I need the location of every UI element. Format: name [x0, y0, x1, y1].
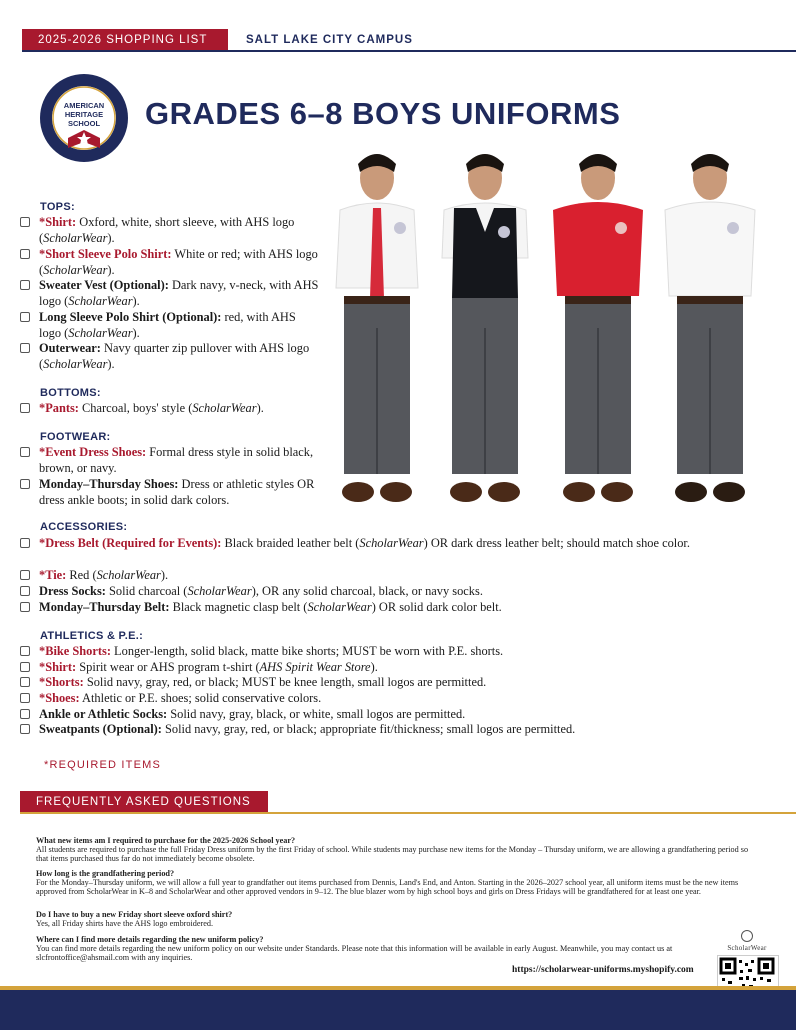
- item-tail: ).: [370, 660, 378, 674]
- item-text: Solid navy, gray, red, or black; appropriate fit/thickness; small logos are permitted.: [161, 722, 576, 736]
- item-label: *Bike Shorts:: [39, 644, 111, 658]
- checklist-item: [20, 401, 320, 417]
- item-label: Monday–Thursday Belt:: [39, 600, 170, 614]
- checkbox[interactable]: [20, 538, 30, 548]
- checkbox[interactable]: [20, 602, 30, 612]
- checklist-item: [20, 536, 765, 552]
- item-brand: ScholarWear: [68, 293, 133, 308]
- item-text: Solid navy, gray, black, or white, small logos are permitted.: [167, 707, 466, 721]
- scholarwear-logo: [722, 930, 772, 952]
- section-heading-tops: TOPS:: [40, 201, 75, 213]
- checkbox[interactable]: [20, 447, 30, 457]
- checklist-item: [20, 600, 765, 616]
- checklist-item: [20, 568, 765, 584]
- faq-question: How long is the grandfathering period?: [36, 869, 175, 878]
- logo-name-line-1: AMERICAN: [63, 101, 105, 110]
- item-text: Oxford, white, short sleeve, with AHS logo (: [39, 215, 295, 245]
- item-tail: ).: [107, 262, 115, 277]
- checklist-item: [20, 477, 320, 508]
- item-label: *Event Dress Shoes:: [39, 445, 147, 459]
- item-tail: ).: [132, 325, 140, 340]
- item-tail: ).: [160, 568, 169, 582]
- header-rule: [22, 50, 796, 52]
- item-text: Navy quarter zip pullover with AHS logo (: [39, 341, 310, 371]
- faq-answer: For the Monday–Thursday uniform, we will allow a full year to grandfather out items purchased from Dennis, Land's End, and Anton. Starting in the 2026–2027 school year, all uniform items must be the new items approved from ScholarWear in K–8 and ScholarWear and other approved vendors in 9–12. The blue blazer worn by high school boys and girls on Dress Fridays will be grandfathered for at least one year.: [36, 878, 739, 896]
- item-brand: ScholarWear: [359, 536, 424, 550]
- checkbox[interactable]: [20, 646, 30, 656]
- item-text: Formal dress style in solid black, brown, or navy.: [39, 445, 314, 475]
- item-label: Sweatpants (Optional):: [39, 722, 162, 736]
- checklist-item: [20, 310, 320, 341]
- logo-name-line-2: HERITAGE: [64, 110, 104, 119]
- faq-answer: All students are required to purchase the full Friday Dress uniform by the first Friday of school. While students may purchase new items for the Monday – Thursday uniform, we are allowing a grandfathering period so that items purchased thus far do not immediately become obsolete.: [36, 845, 749, 863]
- checkbox[interactable]: [20, 693, 30, 703]
- item-label: Long Sleeve Polo Shirt (Optional):: [39, 310, 222, 324]
- footer-band: [0, 990, 796, 1030]
- checkbox[interactable]: [20, 586, 30, 596]
- item-label: *Shoes:: [39, 691, 80, 705]
- item-label: *Shorts:: [39, 675, 84, 689]
- campus-label: SALT LAKE CITY CAMPUS: [246, 34, 413, 46]
- item-brand: AHS Spirit Wear Store: [259, 660, 371, 674]
- checklist-item: [20, 278, 320, 309]
- item-label: Ankle or Athletic Socks:: [39, 707, 168, 721]
- section-heading-athletics: ATHLETICS & P.E.:: [40, 630, 144, 642]
- item-text: Black braided leather belt (: [221, 536, 360, 550]
- item-brand: ScholarWear: [192, 401, 257, 415]
- section-heading-footwear: FOOTWEAR:: [40, 431, 111, 443]
- checkbox[interactable]: [20, 280, 30, 290]
- shopping-list-tab: 2025-2026 SHOPPING LIST: [22, 29, 228, 51]
- scholarwear-logo-text: ScholarWear: [727, 944, 767, 952]
- faq-question: What new items am I required to purchase for the 2025-2026 School year?: [36, 836, 296, 845]
- page-title: GRADES 6–8 BOYS UNIFORMS: [145, 96, 621, 131]
- item-tail: ) OR dark dress leather belt; should match shoe color.: [423, 536, 690, 550]
- checkbox[interactable]: [20, 249, 30, 259]
- item-text: Dress or athletic styles OR dress ankle boots; in solid dark colors.: [39, 477, 315, 507]
- model-oxford-tie: [322, 148, 432, 518]
- model-sweater-vest: [430, 148, 540, 518]
- item-brand: ScholarWear: [187, 584, 252, 598]
- item-tail: ).: [256, 401, 264, 415]
- item-text: Athletic or P.E. shoes; solid conservative colors.: [79, 691, 322, 705]
- faq-item: [36, 935, 706, 962]
- faq-item: [36, 869, 761, 896]
- crest-icon: [741, 930, 753, 942]
- item-text: Spirit wear or AHS program t-shirt (: [76, 660, 260, 674]
- checklist-item: [20, 247, 320, 278]
- faq-answer: Yes, all Friday shirts have the AHS logo embroidered.: [36, 919, 213, 928]
- checkbox[interactable]: [20, 217, 30, 227]
- item-text: Black magnetic clasp belt (: [169, 600, 308, 614]
- item-label: *Tie:: [39, 568, 67, 582]
- section-heading-bottoms: BOTTOMS:: [40, 387, 101, 399]
- checklist-item: [20, 644, 765, 660]
- item-brand: ScholarWear: [96, 568, 161, 582]
- checklist-item: [20, 660, 765, 676]
- faq-item: [36, 910, 761, 928]
- item-label: *Shirt:: [39, 215, 77, 229]
- item-brand: ScholarWear: [68, 325, 133, 340]
- item-text: Solid navy, gray, red, or black; MUST be knee length, small logos are permitted.: [83, 675, 487, 689]
- faq-question: Do I have to buy a new Friday short sleeve oxford shirt?: [36, 910, 233, 919]
- checklist-item: [20, 584, 765, 600]
- item-text: Longer-length, solid black, matte bike shorts; MUST be worn with P.E. shorts.: [110, 644, 504, 658]
- vendor-url-link[interactable]: https://scholarwear-uniforms.myshopify.com: [512, 965, 694, 975]
- item-text: Dark navy, v-neck, with AHS logo (: [39, 278, 319, 308]
- checkbox[interactable]: [20, 570, 30, 580]
- checklist-item: [20, 341, 320, 372]
- item-tail: ).: [107, 356, 115, 371]
- model-red-polo: [543, 148, 653, 518]
- model-white-polo: [655, 148, 765, 518]
- checklist-item: [20, 707, 765, 723]
- checklist-item: [20, 675, 765, 691]
- item-label: Outerwear:: [39, 341, 101, 355]
- item-label: Dress Socks:: [39, 584, 106, 598]
- item-brand: ScholarWear: [43, 230, 108, 245]
- item-text: Red (: [66, 568, 97, 582]
- item-brand: ScholarWear: [43, 262, 108, 277]
- school-logo: [38, 72, 130, 164]
- checklist-item: [20, 691, 765, 707]
- logo-name-line-3: SCHOOL: [67, 119, 101, 128]
- checkbox[interactable]: [20, 724, 30, 734]
- item-tail: ), OR any solid charcoal, black, or navy socks.: [251, 584, 483, 598]
- faq-heading: FREQUENTLY ASKED QUESTIONS: [20, 791, 268, 813]
- item-label: *Dress Belt (Required for Events):: [39, 536, 222, 550]
- checklist-item: [20, 722, 765, 738]
- item-text: Solid charcoal (: [105, 584, 188, 598]
- checklist-item: [20, 445, 320, 476]
- checkbox[interactable]: [20, 403, 30, 413]
- section-heading-accessories: ACCESSORIES:: [40, 521, 128, 533]
- item-label: *Pants:: [39, 401, 79, 415]
- faq-rule: [20, 812, 796, 814]
- checkbox[interactable]: [20, 479, 30, 489]
- item-label: Sweater Vest (Optional):: [39, 278, 169, 292]
- checkbox[interactable]: [20, 662, 30, 672]
- item-text: White or red; with AHS logo (: [39, 247, 318, 277]
- faq-question: Where can I find more details regarding the new uniform policy?: [36, 935, 264, 944]
- item-tail: ) OR solid dark color belt.: [371, 600, 502, 614]
- required-items-note: *REQUIRED ITEMS: [44, 759, 162, 771]
- checkbox[interactable]: [20, 343, 30, 353]
- checklist-item: [20, 215, 320, 246]
- item-tail: ).: [107, 230, 115, 245]
- item-brand: ScholarWear: [43, 356, 108, 371]
- item-text: red, with AHS logo (: [39, 310, 296, 340]
- item-label: *Shirt:: [39, 660, 77, 674]
- checkbox[interactable]: [20, 312, 30, 322]
- faq-item: [36, 836, 761, 863]
- checkbox[interactable]: [20, 677, 30, 687]
- item-brand: ScholarWear: [307, 600, 372, 614]
- item-tail: ).: [132, 293, 140, 308]
- item-label: Monday–Thursday Shoes:: [39, 477, 179, 491]
- item-text: Charcoal, boys' style (: [78, 401, 193, 415]
- faq-answer: You can find more details regarding the new uniform policy on our website under Standards. Please note that this information will be available in early August. Meanwhile, you may contact us at slcfrontoffice@ahsmail.com with any inquiries.: [36, 944, 673, 962]
- item-label: *Short Sleeve Polo Shirt:: [39, 247, 172, 261]
- checkbox[interactable]: [20, 709, 30, 719]
